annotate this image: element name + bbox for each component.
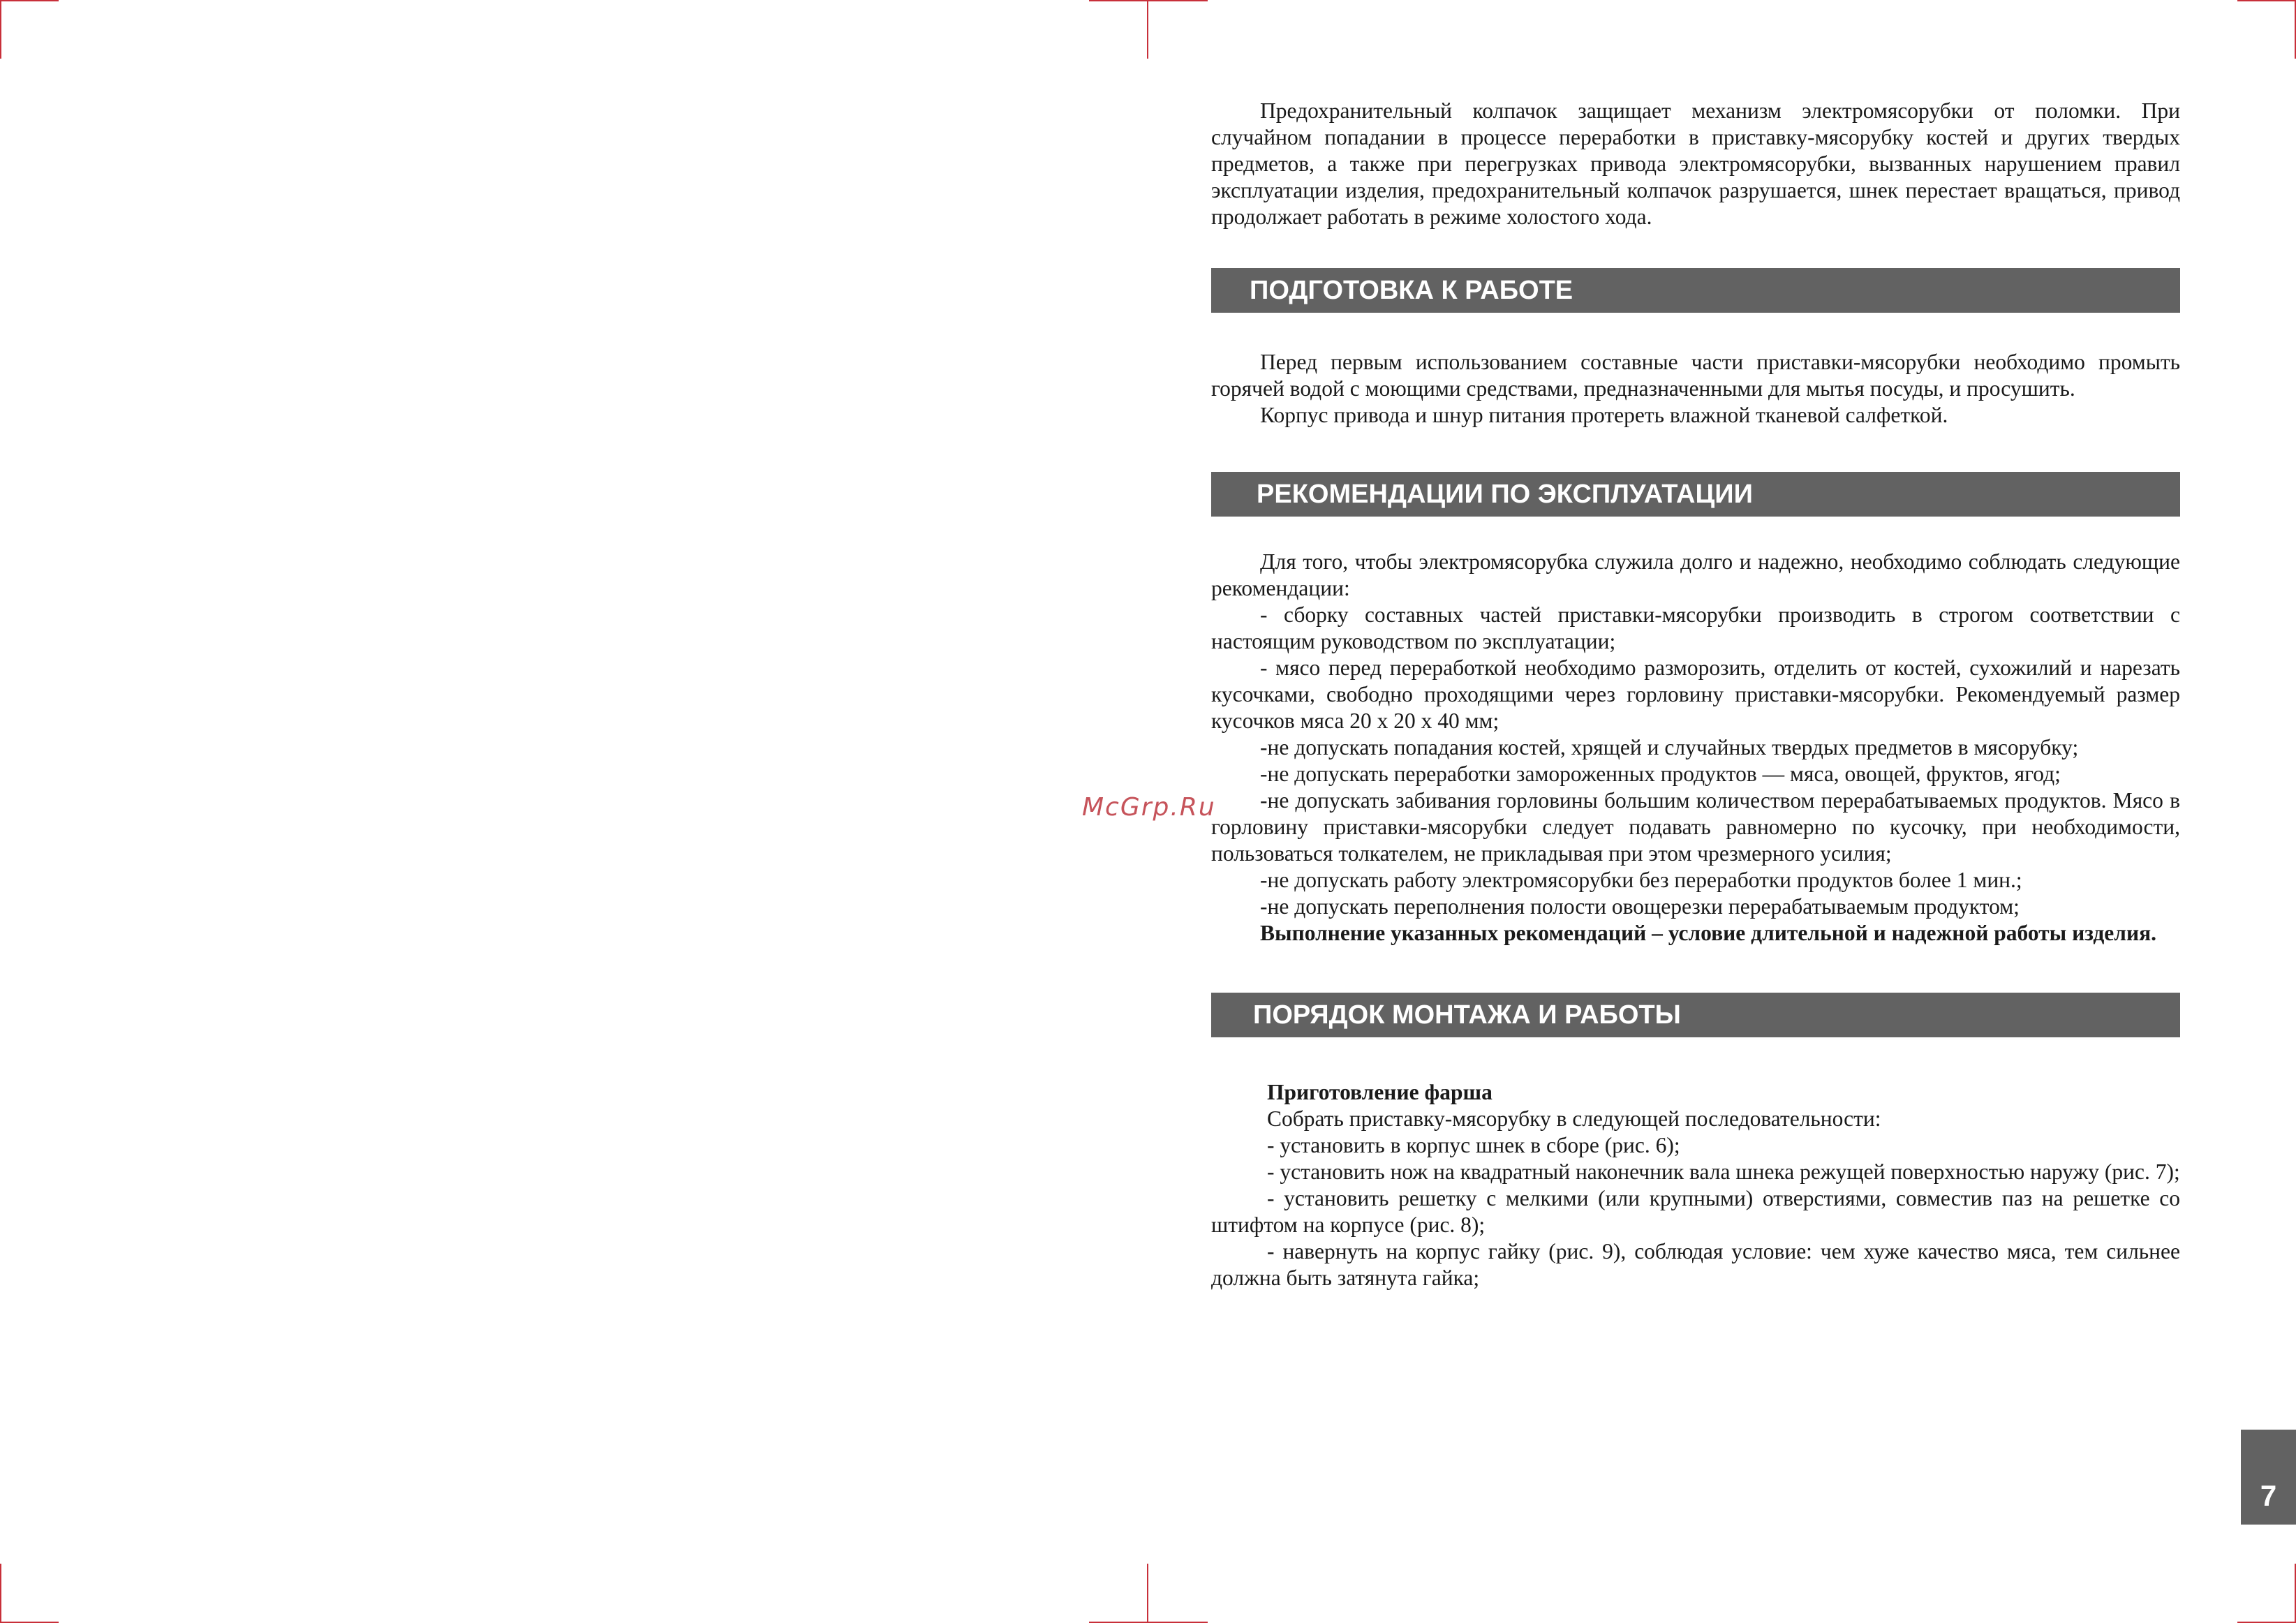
crop-mark-top-left-h bbox=[0, 0, 59, 1]
section-assembly bbox=[1211, 1079, 2180, 1291]
assembly-paragraph-3: - установить нож на квадратный наконечник вала шнека режущей поверхностью наружу (рис. 7); bbox=[1267, 1159, 2180, 1184]
section-heading-assembly: ПОРЯДОК МОНТАЖА И РАБОТЫ bbox=[1211, 993, 2180, 1037]
assembly-paragraph-2: - установить в корпус шнек в сборе (рис. 6); bbox=[1267, 1133, 1680, 1157]
page-number: 7 bbox=[2241, 1430, 2296, 1525]
crop-mark-top-center bbox=[1147, 0, 1148, 59]
recommendations-paragraph-6: -не допускать забивания горловины большим количеством перерабатываемых продуктов. Мясо в горловину приставки-мясорубки следует подавать равномерно по кусочку, при необходимости, пользоваться толкателем, не прикладывая при этом чрезмерного усилия; bbox=[1211, 788, 2180, 866]
intro-paragraph: Предохранительный колпачок защищает механизм электромясорубки от поломки. При случайном попадании в процессе переработки в приставку-мясорубку костей и других твердых предметов, а также при перегрузках привода электромясорубки, вызванных нарушением правил эксплуатации изделия, предохранительный колпачок разрушается, шнек перестает вращаться, привод продолжает работать в режиме холостого хода. bbox=[1211, 98, 2180, 229]
recommendations-paragraph-3: - мясо перед переработкой необходимо разморозить, отделить от костей, сухожилий и нарезать кусочками, свободно проходящими через горловину приставки-мясорубки. Рекомендуемый размер кусочков мяса 20 х 20 х 40 мм; bbox=[1211, 655, 2180, 733]
watermark: McGrp.Ru bbox=[1082, 793, 1216, 822]
recommendations-conclusion: Выполнение указанных рекомендаций – условие длительной и надежной работы изделия. bbox=[1260, 921, 2157, 945]
assembly-paragraph-5: - навернуть на корпус гайку (рис. 9), соблюдая условие: чем хуже качество мяса, тем сильнее должна быть затянута гайка; bbox=[1211, 1239, 2180, 1290]
crop-mark-top-center-left bbox=[1089, 0, 1148, 1]
assembly-subheading: Приготовление фарша bbox=[1267, 1080, 1493, 1104]
recommendations-paragraph-2: - сборку составных частей приставки-мясорубки производить в строгом соответствии с настоящим руководством по эксплуатации; bbox=[1211, 602, 2180, 653]
section-recommendations bbox=[1211, 549, 2180, 947]
recommendations-paragraph-1: Для того, чтобы электромясорубка служила долго и надежно, необходимо соблюдать следующие рекомендации: bbox=[1211, 549, 2180, 600]
assembly-paragraph-1: Собрать приставку-мясорубку в следующей последовательности: bbox=[1267, 1106, 1881, 1131]
preparation-paragraph-1: Перед первым использованием составные части приставки-мясорубки необходимо промыть горячей водой с моющими средствами, предназначенными для мытья посуды, и просушить. bbox=[1211, 350, 2180, 401]
section-preparation bbox=[1211, 349, 2180, 429]
recommendations-paragraph-8: -не допускать переполнения полости овощерезки перерабатываемым продуктом; bbox=[1260, 894, 2020, 919]
recommendations-paragraph-7: -не допускать работу электромясорубки без переработки продуктов более 1 мин.; bbox=[1260, 868, 2022, 892]
preparation-paragraph-2: Корпус привода и шнур питания протереть влажной тканевой салфеткой. bbox=[1260, 403, 1948, 427]
crop-mark-top-right bbox=[2237, 0, 2296, 1]
crop-mark-bottom-left bbox=[0, 1564, 1, 1623]
crop-mark-top-center-right bbox=[1148, 0, 1208, 1]
recommendations-paragraph-4: -не допускать попадания костей, хрящей и случайных твердых предметов в мясорубку; bbox=[1260, 735, 2079, 759]
section-heading-preparation: ПОДГОТОВКА К РАБОТЕ bbox=[1211, 268, 2180, 313]
crop-mark-bottom-center bbox=[1147, 1564, 1148, 1623]
section-heading-recommendations: РЕКОМЕНДАЦИИ ПО ЭКСПЛУАТАЦИИ bbox=[1211, 472, 2180, 517]
recommendations-paragraph-5: -не допускать переработки замороженных продуктов — мяса, овощей, фруктов, ягод; bbox=[1260, 762, 2061, 786]
crop-mark-top-left bbox=[0, 0, 1, 59]
assembly-paragraph-4: - установить решетку с мелкими (или крупными) отверстиями, совместив паз на решетке со штифтом на корпусе (рис. 8); bbox=[1211, 1186, 2180, 1237]
page-content bbox=[1211, 98, 2180, 1291]
